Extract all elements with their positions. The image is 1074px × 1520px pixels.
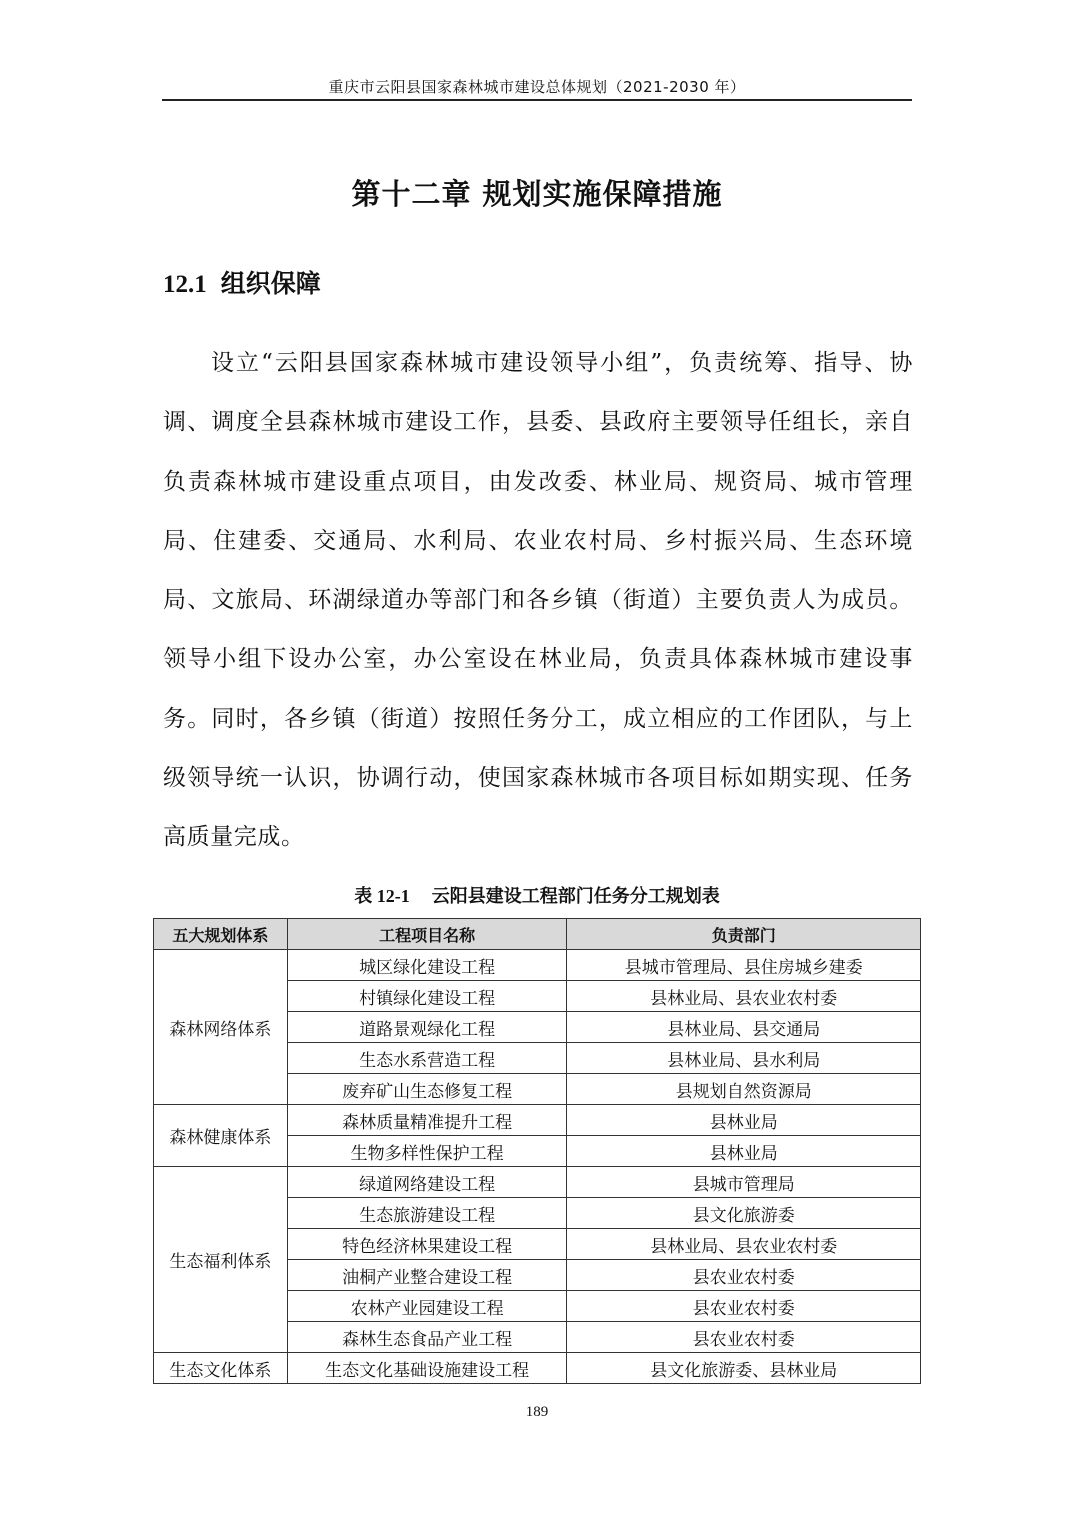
dept-cell: 县农业农村委 bbox=[567, 1291, 921, 1322]
dept-cell: 县农业农村委 bbox=[567, 1260, 921, 1291]
table-row bbox=[154, 1167, 921, 1198]
table-row bbox=[154, 1353, 921, 1384]
system-cell: 生态文化体系 bbox=[154, 1353, 288, 1384]
dept-cell: 县文化旅游委 bbox=[567, 1198, 921, 1229]
system-cell: 森林网络体系 bbox=[154, 950, 288, 1105]
system-cell: 生态福利体系 bbox=[154, 1167, 288, 1353]
dept-cell: 县规划自然资源局 bbox=[567, 1074, 921, 1105]
table-caption-number: 表 12-1 bbox=[354, 886, 410, 906]
table-body bbox=[154, 950, 921, 1384]
task-division-table bbox=[153, 918, 921, 1384]
project-cell: 森林质量精准提升工程 bbox=[287, 1105, 567, 1136]
dept-cell: 县林业局 bbox=[567, 1105, 921, 1136]
dept-cell: 县农业农村委 bbox=[567, 1322, 921, 1353]
table-caption-title: 云阳县建设工程部门任务分工规划表 bbox=[431, 886, 720, 907]
section-number: 12.1 bbox=[163, 271, 207, 298]
dept-cell: 县城市管理局 bbox=[567, 1167, 921, 1198]
project-cell: 森林生态食品产业工程 bbox=[287, 1322, 567, 1353]
dept-cell: 县城市管理局、县住房城乡建委 bbox=[567, 950, 921, 981]
table-caption bbox=[0, 882, 1074, 908]
chapter-title: 第十二章 规划实施保障措施 bbox=[351, 177, 723, 211]
project-cell: 道路景观绿化工程 bbox=[287, 1012, 567, 1043]
header-cell-dept: 负责部门 bbox=[567, 919, 921, 950]
project-cell: 生态文化基础设施建设工程 bbox=[287, 1353, 567, 1384]
project-cell: 村镇绿化建设工程 bbox=[287, 981, 567, 1012]
project-cell: 特色经济林果建设工程 bbox=[287, 1229, 567, 1260]
dept-cell: 县林业局、县农业农村委 bbox=[567, 981, 921, 1012]
dept-cell: 县林业局、县水利局 bbox=[567, 1043, 921, 1074]
system-cell: 森林健康体系 bbox=[154, 1105, 288, 1167]
project-cell: 绿道网络建设工程 bbox=[287, 1167, 567, 1198]
section-title: 组织保障 bbox=[220, 269, 321, 298]
table-row bbox=[154, 1105, 921, 1136]
project-cell: 生物多样性保护工程 bbox=[287, 1136, 567, 1167]
project-cell: 生态旅游建设工程 bbox=[287, 1198, 567, 1229]
dept-cell: 县文化旅游委、县林业局 bbox=[567, 1353, 921, 1384]
body-paragraph: 设立“云阳县国家森林城市建设领导小组”，负责统筹、指导、协调、调度全县森林城市建设工作，县委、县政府主要领导任组长，亲自负责森林城市建设重点项目，由发改委、林业局、规资局、城市管理局、住建委、交通局、水利局、农业农村局、乡村振兴局、生态环境局、文旅局、环湖绿道办等部门和各乡镇（街道）主要负责人为成员。领导小组下设办公室，办公室设在林业局，负责具体森林城市建设事务。同时，各乡镇（街道）按照任务分工，成立相应的工作团队，与上级领导统一认识，协调行动，使国家森林城市各项目标如期实现、任务高质量完成。 bbox=[163, 350, 913, 851]
project-cell: 废弃矿山生态修复工程 bbox=[287, 1074, 567, 1105]
project-cell: 城区绿化建设工程 bbox=[287, 950, 567, 981]
section-heading bbox=[163, 264, 321, 300]
table-row bbox=[154, 950, 921, 981]
header-cell-project: 工程项目名称 bbox=[287, 919, 567, 950]
project-cell: 油桐产业整合建设工程 bbox=[287, 1260, 567, 1291]
project-cell: 生态水系营造工程 bbox=[287, 1043, 567, 1074]
header-rule bbox=[162, 99, 912, 101]
dept-cell: 县林业局、县交通局 bbox=[567, 1012, 921, 1043]
project-cell: 农林产业园建设工程 bbox=[287, 1291, 567, 1322]
header-cell-system: 五大规划体系 bbox=[154, 919, 288, 950]
table-header-row bbox=[154, 919, 921, 950]
page-number: 189 bbox=[525, 1404, 549, 1420]
dept-cell: 县林业局、县农业农村委 bbox=[567, 1229, 921, 1260]
running-header: 重庆市云阳县国家森林城市建设总体规划（2021-2030 年） bbox=[328, 78, 746, 96]
dept-cell: 县林业局 bbox=[567, 1136, 921, 1167]
